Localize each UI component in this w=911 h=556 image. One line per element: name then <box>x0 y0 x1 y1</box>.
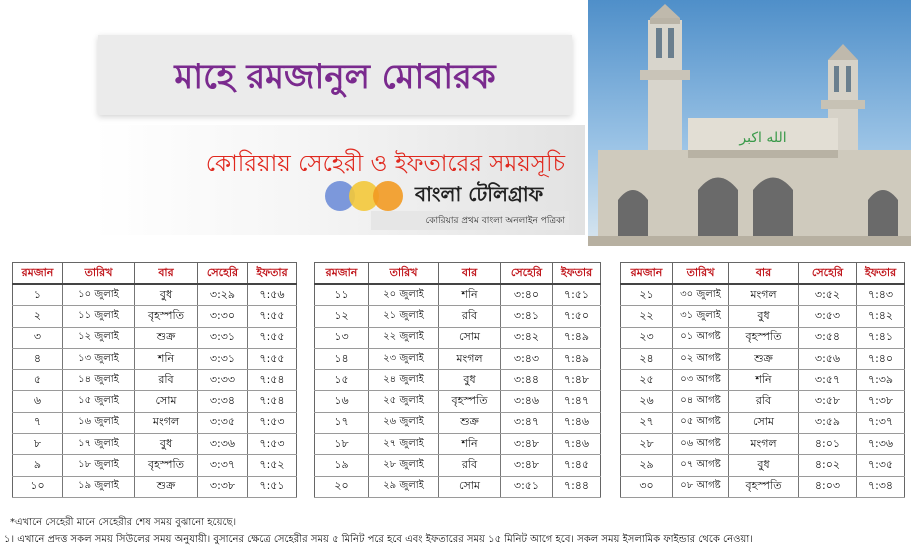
date-cell: ২০ জুলাই <box>369 284 439 306</box>
table-row <box>13 391 297 412</box>
sehri-time-cell: ৪:০২ <box>799 455 857 476</box>
ramadan-day-cell: ২৩ <box>621 327 673 348</box>
title-banner <box>98 35 572 115</box>
weekday-cell: শুক্র <box>439 412 501 433</box>
page-title: মাহে রমজানুল মোবারক <box>174 57 496 97</box>
date-cell: ০৬ আগষ্ট <box>673 434 729 455</box>
ramadan-day-cell: ২৮ <box>621 434 673 455</box>
iftar-time-cell: ৭:৪১ <box>857 327 905 348</box>
table-row <box>13 412 297 433</box>
table-row <box>621 284 905 306</box>
schedule-table-1 <box>12 262 297 498</box>
mosque-sign-text: الله اكبر <box>739 130 787 146</box>
table-row <box>315 391 601 412</box>
ramadan-day-cell: ২৬ <box>621 391 673 412</box>
sehri-time-cell: ৩:৩৫ <box>198 412 248 433</box>
iftar-time-cell: ৭:৪৪ <box>553 476 601 497</box>
iftar-time-cell: ৭:৫৫ <box>248 348 297 369</box>
table-row <box>621 476 905 497</box>
header-sehri: সেহেরি <box>501 263 553 285</box>
table-row <box>315 434 601 455</box>
schedule-table-2 <box>314 262 601 498</box>
sehri-time-cell: ৩:২৯ <box>198 284 248 306</box>
ramadan-day-cell: ৪ <box>13 348 63 369</box>
ramadan-day-cell: ১৩ <box>315 327 369 348</box>
date-cell: ০৩ আগষ্ট <box>673 370 729 391</box>
iftar-time-cell: ৭:৪৬ <box>553 412 601 433</box>
sehri-time-cell: ৩:৩৩ <box>198 370 248 391</box>
date-cell: ০৮ আগষ্ট <box>673 476 729 497</box>
table-row <box>621 306 905 327</box>
table-row <box>621 412 905 433</box>
header-iftar: ইফতার <box>553 263 601 285</box>
weekday-cell: শনি <box>439 434 501 455</box>
weekday-cell: বুধ <box>729 306 799 327</box>
brand-tagline: কোরিয়ার প্রথম বাংলা অনলাইন পত্রিকা <box>371 211 569 230</box>
weekday-cell: শুক্র <box>729 348 799 369</box>
ramadan-day-cell: ১০ <box>13 476 63 497</box>
header-date: তারিখ <box>369 263 439 285</box>
date-cell: ২৭ জুলাই <box>369 434 439 455</box>
table-row <box>13 370 297 391</box>
table-row <box>315 476 601 497</box>
date-cell: ১৯ জুলাই <box>63 476 135 497</box>
ramadan-day-cell: ২৪ <box>621 348 673 369</box>
weekday-cell: শুক্র <box>135 476 198 497</box>
ramadan-day-cell: ৮ <box>13 434 63 455</box>
iftar-time-cell: ৭:৫৩ <box>248 434 297 455</box>
iftar-time-cell: ৭:৫৫ <box>248 327 297 348</box>
date-cell: ০৭ আগষ্ট <box>673 455 729 476</box>
weekday-cell: বৃহস্পতি <box>729 476 799 497</box>
ramadan-day-cell: ১৪ <box>315 348 369 369</box>
date-cell: ০৫ আগষ্ট <box>673 412 729 433</box>
date-cell: ১৬ জুলাই <box>63 412 135 433</box>
table-row <box>13 327 297 348</box>
sehri-time-cell: ৩:৩৮ <box>198 476 248 497</box>
table-header-row <box>315 263 601 285</box>
weekday-cell: মংগল <box>729 284 799 306</box>
table-header-row <box>621 263 905 285</box>
header-date: তারিখ <box>63 263 135 285</box>
date-cell: ২৪ জুলাই <box>369 370 439 391</box>
header-weekday: বার <box>439 263 501 285</box>
table-row <box>621 327 905 348</box>
sehri-time-cell: ৪:০১ <box>799 434 857 455</box>
date-cell: ৩০ জুলাই <box>673 284 729 306</box>
sehri-time-cell: ৪:০৩ <box>799 476 857 497</box>
header-ramadan: রমজান <box>621 263 673 285</box>
sehri-time-cell: ৩:৪৮ <box>501 455 553 476</box>
sehri-time-cell: ৩:৩১ <box>198 327 248 348</box>
table-row <box>621 434 905 455</box>
sehri-time-cell: ৩:৪৩ <box>501 348 553 369</box>
date-cell: ২৬ জুলাই <box>369 412 439 433</box>
table-row <box>13 434 297 455</box>
date-cell: ২২ জুলাই <box>369 327 439 348</box>
ramadan-day-cell: ২০ <box>315 476 369 497</box>
table-row <box>13 348 297 369</box>
iftar-time-cell: ৭:৩৮ <box>857 391 905 412</box>
header-sehri: সেহেরি <box>799 263 857 285</box>
weekday-cell: শুক্র <box>135 327 198 348</box>
iftar-time-cell: ৭:৪৬ <box>553 434 601 455</box>
ramadan-day-cell: ১১ <box>315 284 369 306</box>
sehri-time-cell: ৩:৪৪ <box>501 370 553 391</box>
date-cell: ১৭ জুলাই <box>63 434 135 455</box>
table-row <box>315 327 601 348</box>
date-cell: ১০ জুলাই <box>63 284 135 306</box>
ramadan-day-cell: ১৫ <box>315 370 369 391</box>
ramadan-day-cell: ২২ <box>621 306 673 327</box>
date-cell: ২১ জুলাই <box>369 306 439 327</box>
footnote: *এখানে সেহেরী মানে সেহেরীর শেষ সময় বুঝানো হয়েছে। <box>10 517 237 528</box>
weekday-cell: শনি <box>135 348 198 369</box>
iftar-time-cell: ৭:৪৩ <box>857 284 905 306</box>
ramadan-day-cell: ৩০ <box>621 476 673 497</box>
iftar-time-cell: ৭:৫৪ <box>248 370 297 391</box>
sehri-time-cell: ৩:৪৭ <box>501 412 553 433</box>
weekday-cell: রবি <box>439 306 501 327</box>
sehri-time-cell: ৩:৫২ <box>799 284 857 306</box>
ramadan-day-cell: ৫ <box>13 370 63 391</box>
ramadan-day-cell: ২৭ <box>621 412 673 433</box>
sehri-time-cell: ৩:৫৩ <box>799 306 857 327</box>
date-cell: ১৮ জুলাই <box>63 455 135 476</box>
sehri-time-cell: ৩:৫৯ <box>799 412 857 433</box>
weekday-cell: সোম <box>135 391 198 412</box>
iftar-time-cell: ৭:৪০ <box>857 348 905 369</box>
schedule-table-3 <box>620 262 905 498</box>
ramadan-day-cell: ৬ <box>13 391 63 412</box>
weekday-cell: সোম <box>439 476 501 497</box>
iftar-time-cell: ৭:৪৭ <box>553 391 601 412</box>
iftar-time-cell: ৭:৫০ <box>553 306 601 327</box>
ramadan-day-cell: ১৯ <box>315 455 369 476</box>
weekday-cell: শনি <box>439 284 501 306</box>
sehri-time-cell: ৩:৪৮ <box>501 434 553 455</box>
ramadan-day-cell: ২৫ <box>621 370 673 391</box>
date-cell: ১৫ জুলাই <box>63 391 135 412</box>
ramadan-day-cell: ১৮ <box>315 434 369 455</box>
table-row <box>13 476 297 497</box>
sehri-time-cell: ৩:৩৪ <box>198 391 248 412</box>
ramadan-day-cell: ৩ <box>13 327 63 348</box>
date-cell: ২৮ জুলাই <box>369 455 439 476</box>
date-cell: ২৯ জুলাই <box>369 476 439 497</box>
iftar-time-cell: ৭:৫২ <box>248 455 297 476</box>
ramadan-day-cell: ১৭ <box>315 412 369 433</box>
sehri-time-cell: ৩:৩০ <box>198 306 248 327</box>
weekday-cell: সোম <box>439 327 501 348</box>
iftar-time-cell: ৭:৪২ <box>857 306 905 327</box>
table-header-row <box>13 263 297 285</box>
date-cell: ০১ আগষ্ট <box>673 327 729 348</box>
iftar-time-cell: ৭:৫১ <box>553 284 601 306</box>
sehri-time-cell: ৩:৫১ <box>501 476 553 497</box>
date-cell: ১৩ জুলাই <box>63 348 135 369</box>
weekday-cell: বৃহস্পতি <box>439 391 501 412</box>
iftar-time-cell: ৭:৩৭ <box>857 412 905 433</box>
date-cell: ২৩ জুলাই <box>369 348 439 369</box>
weekday-cell: শনি <box>729 370 799 391</box>
table-row <box>13 455 297 476</box>
iftar-time-cell: ৭:৪৯ <box>553 348 601 369</box>
table-row <box>315 412 601 433</box>
header-iftar: ইফতার <box>248 263 297 285</box>
date-cell: ১১ জুলাই <box>63 306 135 327</box>
table-row <box>621 455 905 476</box>
date-cell: ৩১ জুলাই <box>673 306 729 327</box>
header-weekday: বার <box>135 263 198 285</box>
brand-name: বাংলা টেলিগ্রাফ <box>415 182 544 206</box>
date-cell: ০৪ আগষ্ট <box>673 391 729 412</box>
iftar-time-cell: ৭:৩৬ <box>857 434 905 455</box>
sehri-time-cell: ৩:৪৬ <box>501 391 553 412</box>
weekday-cell: বুধ <box>439 370 501 391</box>
weekday-cell: মংগল <box>439 348 501 369</box>
iftar-time-cell: ৭:৫৫ <box>248 306 297 327</box>
weekday-cell: বুধ <box>135 434 198 455</box>
subtitle-panel <box>93 125 585 235</box>
sehri-time-cell: ৩:৩৬ <box>198 434 248 455</box>
weekday-cell: মংগল <box>729 434 799 455</box>
sehri-time-cell: ৩:৫৮ <box>799 391 857 412</box>
weekday-cell: রবি <box>135 370 198 391</box>
header-iftar: ইফতার <box>857 263 905 285</box>
weekday-cell: বুধ <box>135 284 198 306</box>
weekday-cell: রবি <box>439 455 501 476</box>
sehri-time-cell: ৩:৪০ <box>501 284 553 306</box>
sehri-time-cell: ৩:৫৪ <box>799 327 857 348</box>
date-cell: ০২ আগষ্ট <box>673 348 729 369</box>
weekday-cell: রবি <box>729 391 799 412</box>
header-ramadan: রমজান <box>13 263 63 285</box>
sehri-time-cell: ৩:৩১ <box>198 348 248 369</box>
ramadan-day-cell: ৯ <box>13 455 63 476</box>
table-row <box>621 391 905 412</box>
table-row <box>13 284 297 306</box>
iftar-time-cell: ৭:৩৯ <box>857 370 905 391</box>
iftar-time-cell: ৭:৪৫ <box>553 455 601 476</box>
iftar-time-cell: ৭:৩৫ <box>857 455 905 476</box>
weekday-cell: সোম <box>729 412 799 433</box>
iftar-time-cell: ৭:৪৮ <box>553 370 601 391</box>
table-row <box>13 306 297 327</box>
mosque-photo <box>588 0 911 246</box>
page-subtitle: কোরিয়ায় সেহেরী ও ইফতারের সময়সূচি <box>205 151 565 177</box>
date-cell: ২৫ জুলাই <box>369 391 439 412</box>
date-cell: ১৪ জুলাই <box>63 370 135 391</box>
table-row <box>315 348 601 369</box>
ramadan-day-cell: ৭ <box>13 412 63 433</box>
weekday-cell: মংগল <box>135 412 198 433</box>
sehri-time-cell: ৩:৫৭ <box>799 370 857 391</box>
iftar-time-cell: ৭:৩৪ <box>857 476 905 497</box>
iftar-time-cell: ৭:৫৬ <box>248 284 297 306</box>
table-row <box>315 284 601 306</box>
iftar-time-cell: ৭:৫১ <box>248 476 297 497</box>
weekday-cell: বৃহস্পতি <box>729 327 799 348</box>
table-row <box>315 370 601 391</box>
table-row <box>621 370 905 391</box>
sehri-time-cell: ৩:৩৭ <box>198 455 248 476</box>
header-date: তারিখ <box>673 263 729 285</box>
ramadan-day-cell: ২৯ <box>621 455 673 476</box>
info-note: ১। এখানে প্রদত্ত সকল সময় সিউলের সময় অনুযায়ী। বুসানের ক্ষেত্রে সেহেরীর সময় ৫ মিনিট পরে হবে এবং ইফতারের সময় ১৫ মিনিট আগে হবে। সকল সময় ইসলামিক ফাইন্ডার থেকে নেওয়া। <box>4 534 753 545</box>
brand-logo-icon <box>325 179 415 213</box>
header-weekday: বার <box>729 263 799 285</box>
header-sehri: সেহেরি <box>198 263 248 285</box>
iftar-time-cell: ৭:৪৯ <box>553 327 601 348</box>
table-row <box>621 348 905 369</box>
ramadan-day-cell: ১২ <box>315 306 369 327</box>
ramadan-day-cell: ১৬ <box>315 391 369 412</box>
weekday-cell: বুধ <box>729 455 799 476</box>
table-row <box>315 455 601 476</box>
ramadan-day-cell: ১ <box>13 284 63 306</box>
iftar-time-cell: ৭:৫৪ <box>248 391 297 412</box>
date-cell: ১২ জুলাই <box>63 327 135 348</box>
table-row <box>315 306 601 327</box>
sehri-time-cell: ৩:৪১ <box>501 306 553 327</box>
sehri-time-cell: ৩:৪২ <box>501 327 553 348</box>
ramadan-day-cell: ২ <box>13 306 63 327</box>
header-ramadan: রমজান <box>315 263 369 285</box>
weekday-cell: বৃহস্পতি <box>135 306 198 327</box>
ramadan-day-cell: ২১ <box>621 284 673 306</box>
weekday-cell: বৃহস্পতি <box>135 455 198 476</box>
sehri-time-cell: ৩:৫৬ <box>799 348 857 369</box>
iftar-time-cell: ৭:৫৩ <box>248 412 297 433</box>
